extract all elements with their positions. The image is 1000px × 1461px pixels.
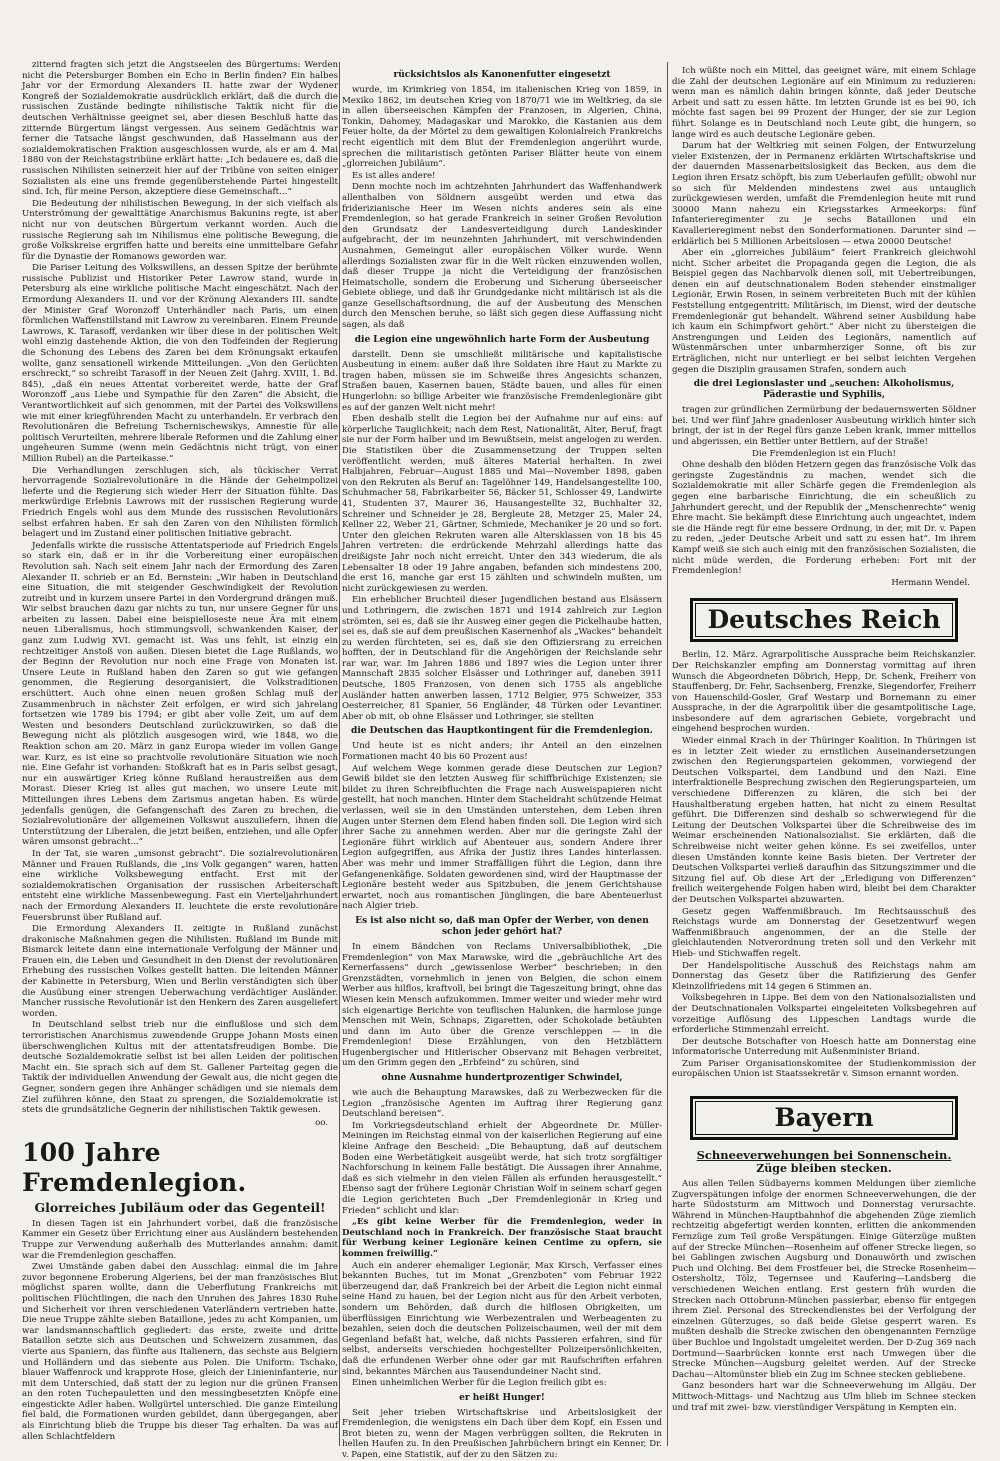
news-item: Berlin, 12. März. Agrarpolitische Aussprache beim Reichskanzler. Der Reichskanzler empfing am Donnerstag vormittag auf ihren Wunsch die Abgeordneten Döbrich, Hepp, Dr. Schenk, Freiherr von Stauffenberg, Dr. Fehr, Sachsenberg, Frenzke, Siegendorfer, Freiherr von Hauenschild-Gosler, Graf Westarp und Bornemann zu einer Aussprache, in der die Agrarpolitik über die gesamtpolitische Lage, insbesondere auf dem agrarischen Gebiete, vorgebracht und eingehend besprochen wurden. [672, 650, 976, 735]
article-paragraph: In einem Bändchen von Reclams Universalbibliothek, „Die Fremdenlegion“ von Max Marawske, wird die „gebräuchliche Art des Kernerfassens“ durch „gewissenlose Werber“ beschrieben; in den Grenzstädten, vornehmlich in jenen von Belgien, die schon einem Werber aus hilflos, kraftvoll, bei bringt die Tageszeitung bringt, ohne das Wiesen kein Mensch aufzukommen. Immer weiter und wieder mehr wird sich eigenartige Berichte von teuflischen Halunken, die harmlose junge Menschen mit Wein, Schnaps, Zigaretten, oder Schokolade betäubten und dann im Auto über die Grenze verschleppen — in die Fremdenlegion! Diese Erzählungen, von den Hetzblättern Hugenbergischer und Hitlerischer Observanz mit Behagen verbreitet, um den Grimm gegen den „Erbfeind“ zu schüren, sind [342, 941, 662, 1069]
article-headline: 100 Jahre Fremdenlegion. [22, 1137, 247, 1197]
author-signature: Hermann Wendel. [891, 577, 970, 588]
news-item: Der deutsche Botschafter von Hoesch hatte am Donnerstag eine informatorische Unterredung mit Außenminister Briand. [672, 1036, 976, 1058]
news-subheadline: Züge bleiben stecken. [756, 1162, 892, 1176]
news-headline: Schneeverwehungen bei Sonnenschein. [696, 1148, 952, 1163]
section-header-bayern: Bayern [690, 1096, 958, 1140]
news-item: Der Handelspolitische Ausschuß des Reichstags nahm am Donnerstag das Gesetz über die Ratifizierung des Genfer Kleinzollfriedens mit 14 gegen 6 Stimmen an. [672, 960, 976, 992]
section-header-reich: Deutsches Reich [690, 598, 958, 642]
article-paragraph: Die Verhandlungen zerschlugen sich, als tückischer Verrat hervorragende Sozialrevolutionäre in die Hände der Geheimpolizei lieferte und die Regierung sich wieder Herr der Situation fühlte. Das merkwürdige Erlebnis Lawrows mit der russischen Regierung wurde Friedrich Engels wohl aus dem Munde des russischen Revolutionärs selbst erfahren haben. Er sah den Zaren von den Nihilisten förmlich belagert und im Zustand einer politischen Initiative gebracht. [22, 465, 338, 540]
column-rule [667, 62, 668, 1446]
article-paragraph: In der Tat, sie waren „umsonst gebracht“. Die sozialrevolutionären Männer und Frauen Rußlands, die „ins Volk gegangen“ waren, hatten eine wirkliche Volksbewegung entfacht. Erst mit der sozialdemokratischen Organisation der russischen Arbeiterschaft entsteht eine wirkliche Massenbewegung. Fast ein Vierteljahrhundert nach der Ermordung Alexanders II. leuchtete die erste revolutionäre Feuersbrunst über Rußland auf. [22, 848, 338, 923]
emphasis-line: Es ist also nicht so, daß man Opfer der Werber, von denen schon jeder gehört hat? [355, 915, 649, 937]
article-paragraph: Die Bedeutung der nihilistischen Bewegung, in der sich vielfach als Unterströmung der gewalttätige Anarchismus Bakunins regte, ist aber nicht nur von deutschen Bürgertum verkannt worden. Auch die russische Regierung sah im Nihilismus eine politische Bewegung, die große Volkskreise ergriffen hatte und bereits eine unmittelbare Gefahr für die Dynastie der Romanows geworden war. [22, 198, 338, 262]
news-item: Wieder einmal Krach in der Thüringer Koalition. In Thüringen ist es in letzter Zeit wieder zu ernstlichen Auseinandersetzungen zwischen den Regierungsparteien gekommen, vorwiegend der Deutschen Volkspartei, dem Landbund und den Nazi. Eine interfraktionelle Besprechung zwischen den Regierungsparteien, um verschiedene Differenzen zu klären, die sich bei der Haushaltberatung ergeben hatten, hat nicht zu einem Resultat geführt. Die Differenzen sind deshalb so schwerwiegend für die Leitung der Deutschen Volkspartei über die Schreibweise des im Weimar erscheinenden Nationalsozialist. Sie erklärten, daß die Schreibweise nicht weiter gehen könne. Es sei zweifellos, unter diesen Umständen konnte keine Basis bieten. Der Vertreter der Deutschen Volkspartei verließ daraufhin das Sitzungszimmer und die Sitzung fiel auf. Ob diese Art der „Erledigung von Differenzen“ freilich weitergehende Folgen haben wird, bleibt bei dem Charakter der Deutschen Volkspartei abzuwarten. [672, 736, 976, 905]
column-left [22, 60, 338, 1444]
article-paragraph: Ich wüßte noch ein Mittel, das geeignet wäre, mit einem Schlage die Zahl der deutschen Legionäre auf ein Minimum zu reduzieren: wenn man es nämlich dahin bringen könnte, daß jeder Deutsche Arbeit und satt zu essen hätte. Im letzten Grunde ist es bei 90, ich möchte fast sagen bei 99 Prozent der Hunger, der sie zur Legion führt. Solange es in Deutschland noch Leute gibt, die hungern, so lange wird es auch deutsche Legionäre geben. [672, 66, 976, 140]
article-paragraph: In Deutschland selbst trieb nur die einflußlose und sich dem terroristischen Anarchismus zuwendende Gruppe Johann Mosts einen überschwenglichen Kultus mit der attentatsfreudigen Bombe. Die deutsche Sozialdemokratie selbst ist bei allen Leiden der politischen Macht ein. Sie sprach sich auf dem St. Gallener Parteitag gegen die Taktik der individuellen Anwendung der Gewalt aus, die nicht gegen die Gegner, sondern gegen ihre Anhänger schädigen und sie niemals dem Ziel zuführen könne, den Staat zu sprengen, die Sozialdemokratie ist stets die grundsätzliche Gegnerin der nihilistischen Taktik gewesen. [22, 1020, 338, 1116]
article-paragraph: Denn mochte noch im achtzehnten Jahrhundert das Waffenhandwerk allenthalben von Söldnern ausgeübt werden und etwa das friderizianische Heer im Wesen nichts anderes sein als eine Fremdenlegion, so hat gerade Frankreich in seiner Großen Revolution den Grundsatz der Landesverteidigung durch Landeskinder aufgebracht, der im neunzehnten Jahrhundert, mit verschwindenden Ausnahmen, Gemeingut aller europäischen Völker wurde. Wenn allerdings Sozialisten zwar für in die Welt rücken einzuwenden wollen, daß dieser Truppe ja nicht die Verteidigung der französischen Heimatscholle, sondern die Eroberung und Sicherung überseeischer Gebiete obliege, und daß ihr Grundgedanke nicht militärisch ist als die ganze Gesellschaftsordnung, die auf der Ausbeutung des Menschen durch den Menschen beruhe, so läßt sich gegen diese Auffassung nicht sagen, als daß [342, 182, 662, 331]
article-quote: „Es gibt keine Werber für die Fremdenlegion, weder in Deutschland noch in Frankreich. Der französische Staat braucht für Werbung keiner Legionäre keinen Centime zu opfern, sie kommen freiwillig.“ [342, 1217, 662, 1259]
article-paragraph: Es ist alles andere! [352, 170, 436, 181]
article-paragraph: In diesen Tagen ist ein Jahrhundert vorbei, daß die französische Kammer ein Gesetz über Errichtung einer aus Ausländern bestehenden Truppe zur Verwendung außerhalb des Mutterlandes annahm: damit war die Fremdenlegion geschaffen. [22, 1218, 338, 1261]
emphasis-line: rücksichtslos als Kanonenfutter eingesetzt [393, 70, 611, 80]
news-item: Gesetz gegen Waffenmißbrauch. Im Rechtsausschuß des Reichstags wurde am Donnerstag der Gesetzentwurf wegen Waffenmißbrauch angenommen, der an die Stelle der gleichlautenden Notverordnung treten soll und den Verkehr mit Hieb- und Stichwaffen regelt. [672, 906, 976, 959]
article-paragraph: Auch ein anderer ehemaliger Legionär, Max Kirsch, Verfasser eines bekannten Buches, tut im Monat „Grenzboten“ vom Februar 1922 überzeugend dar, daß Frankreich bei der Arbeit die Legion nicht einmal seine Hand zu hauen, bei der Legion nicht aus für den Arbeit verboten, sondern um Behörden, daß durch die hilflosen Obrigkeiten, um überflüssigen Einrichtung wie Werbezentralen und Werbeagenten zu bezahlen, seien doch die deutschen Polizeischaumen, weil der mit dem Gegenland befaßt hat, welche, daß nichts Passieren erfahren, sind für selbst, anderseits verschieden hochgestellter Polizeipersönlichkeiten, daß die erfundenen Werber ohne oder gar mit Raufschriften erfahren sind, bekanntes Märchen aus Tausendundeiner Nacht sind. [342, 1260, 662, 1377]
column-middle [342, 66, 662, 1461]
news-item: Zum Pariser Organisationskomitee der Studienkommission der europäischen Union ist Staatssekretär v. Simson ernannt worden. [672, 1058, 976, 1080]
column-right [672, 66, 976, 1444]
emphasis-line: ohne Ausnahme hundertprozentiger Schwindel, [381, 1073, 623, 1084]
article-paragraph: Aber ein „glorreiches Jubiläum“ feiert Frankreich gleichwohl nicht. Sicher arbeitet die Propaganda gegen die Legion, die als Beispiel gegen das Nachbarvolk dienen soll, mit Uebertreibungen, denen ein auf deutschnationalem Boden stehender einstmaliger Legionär, Erwin Rosen, in seinem verbreiteten Buch mit der kühlen Feststellung entgegentritt: Militärisch, im Dienst, wird der deutsche Fremdenlegionär gut behandelt. Während seiner Ausbildung habe ich kaum ein Schimpfwort gehört.“ Aber nicht zu übersteigen die Anstrengungen und Leiden des Legionärs, namentlich auf Wüstenmärschen unter unbarmherziger Sonne, oft bis zur Erträglichen, nicht nur unterliegt er bei selbst leichten Vergehen gegen die Disziplin grausamen Strafen, sondern auch [672, 248, 976, 375]
article-paragraph: Eben deshalb stellt die Legion bei der Aufnahme nur auf eins: auf körperliche Tauglichkeit; nach dem Rest, Nationalität, Alter, Beruf, fragt sie nur der Form halber und im Bewußtsein, meist angelogen zu werden. Die Statistiken über die Zusammensetzung der Truppen selten veröffentlicht werden, muß älteres Material herhalten. In zwei Halbjahren, Februar—August 1885 und Mai—November 1898, gaben von den Rekruten als Beruf an: Tagelöhner 149, Handelsangestellte 100, Schuhmacher 58, Fabrikarbeiter 56, Bäcker 51, Schlosser 49, Landwirte 41, Studenten 37, Maurer 36, Hausangestellte 32, Buchhalter 32, Schreiner und Schneider je 28, Bergleute 28, Metzger 25, Maler 24, Kellner 22, Weber 21, Gärtner, Schmiede, Mechaniker je 20 und so fort. Unter den gleichen Rekruten waren alle Altersklassen von 18 bis 45 Jahren vertreten: die erdrückende Mehrzahl allerdings hatte das dreißigste Jahr noch nicht erreicht. Unter den 343 wiederum, die als Lebensalter 18 oder 19 Jahre angaben, befanden sich mindestens 200, die erst 16, manche gar erst 15 zählten und schwindeln mußten, um nicht zurückgewiesen zu werden. [342, 414, 662, 594]
news-item: Ganz besonders hart war die Schneeverwehung im Allgäu. Der Mittwoch-Mittags- und Nachtzug aus Ulm blieb im Schnee stecken und traf mit zwei- bzw. vierstündiger Verspätung in Kempten ein. [672, 1381, 976, 1413]
article-paragraph: Einen unheimlichen Werber für die Legion freilich gibt es: [352, 1378, 607, 1389]
article-paragraph: darstellt. Denn sie umschließt militärische und kapitalistische Ausbeutung in einem: außer daß ihre Soldaten ihre Haut zu Markte zu tragen haben, müssen sie im Schweiße ihres Angesichts schanzen, Straßen bauen, Kasernen bauen, Städte bauen, und alles für einen Hungerlohn: so billige Arbeiter wie französische Fremdenlegionäre gibt es auf der ganzen Welt nicht mehr! [342, 349, 662, 413]
article-paragraph: Die Ermordung Alexanders II. zeitigte in Rußland zunächst drakonische Maßnahmen gegen die Nihilisten. Rußland im Bunde mit Bismarck leitete dann eine internationale Verfolgung der Männer und Frauen ein, die Leben und Gesundheit in den Dienst der revolutionären Erhebung des russischen Volkes gestellt hatten. Die leitenden Männer der Kabinette in Petersburg, Wien und Berlin verständigten sich über die Ausübung einer strengen Ueberwachung verdächtiger Ausländer. Mancher russische Revolutionär ist den Henkern des Zaren ausgeliefert worden. [22, 924, 338, 1019]
article-paragraph: tragen zur gründlichen Zermürbung der bedauernswerten Söldner bei. Und wer fünf Jahre gnadenloser Ausbeutung wirklich hinter sich bringt, der ist in der Regel fürs ganze Leben krank, immer mittellos und abgerissen, ein Bettler unter Bettlern, auf der Straße! [672, 405, 976, 447]
column-rule [339, 62, 340, 1446]
article-paragraph: Die Pariser Leitung des Volkswillens, an dessen Spitze der berühmte russische Publizist und Historiker Peter Lawrow stand, wurde in Petersburg als eine wirkliche politische Macht eingeschätzt. Nach der Ermordung Alexanders II. und vor der Krönung Alexanders III. sandte der Minister Graf Woronzoff Unterhändler nach Paris, um einen förmlichen Waffenstillstand mit Lawrow zu vereinbaren. Einem Freunde Lawrows, K. Tarasoff, verdanken wir über diese in der politischen Welt wohl einzig dastehende Aktion, die von den Todfeinden der Regierung die Schonung des Lebens des Zaren bei dem Krönungsakt erkaufen wollte, ganz sensationell wirkende Mitteilungen. „Von den Gerüchten erschreckt,“ so schreibt Tarasoff in der Neuen Zeit (Jahrg. XVIII, 1. Bd. 845), „daß ein neues Attentat vorbereitet werde, hatte der Graf Woronzoff „aus Liebe und Sympathie für den Zaren“ die Absicht, die Verantwortlichkeit auf sich genommen, mit der Partei des Volkswillens wie mit einer kriegführenden Macht zu unterhandeln. Er verbrach den Revolutionären die Befreiung Tschernischewskys, Amnestie für alle politisch Verurteilten, mehrere liberale Reformen und die Zahlung einer ungeheuren Summe (wenn mein Gedächtnis nicht trügt, von einer Million Rubel) an die Parteikasse.“ [22, 263, 338, 464]
article-paragraph: Auf welchem Wege kommen gerade diese Deutschen zur Legion? Gewiß bildet sie den letzten Ausweg für schiffbrüchige Existenzen; sie bildet zu ihren Schreibfluchten die Frage nach Ausweispapieren nicht gestellt, hat noch manchen. Hinter dem Stacheldraht schützende Heimat verlassen, weil sie in den Umständen unterstehen, dem Leben ihren Augen unter Sternen dem Elend haben finden soll. Die Legion wird sich ihrer Sache zu annehmen werden. Aber nur die geringste Zahl der Legionäre führt wirklich auf Abenteuer aus, sondern Andere ihrer Legion aufgegriffen, aus Afrika der Justiz ihres Landes hinterlassen. Aber was mehr und immer Straffälligen führt die Legion, dann ihre Gefangenenkäfige. Soldaten gewordenen sind, wird der Hauptmasse der Legionäre besteht weder aus Spitzbuben, die jenem Gerichtshause erwartet, noch aus romantischen Jünglingen, die bare Abenteuerlust nach Algier trieb. [342, 763, 662, 912]
article-paragraph: Und heute ist es nicht anders; ihr Anteil an den einzelnen Formationen macht 40 bis 60 Prozent aus! [342, 741, 662, 763]
article-paragraph: wie auch die Behauptung Marawskes, daß zu Werbezwecken für die Legion „französische Agenten im Auftrag ihrer Regierung ganz Deutschland bereisen“. [342, 1088, 662, 1120]
article-paragraph: Darum hat der Weltkrieg mit seinen Folgen, der Entwurzelung vieler Existenzen, der in Permanenz erklärten Wirtschaftskrise und der dauernden Massenarbeitslosigkeit das Becken, aus dem die Legion ihren Ersatz schöpft, bis zum Ueberlaufen gefüllt; obwohl nur so sich für Meldenden mindestens zwei aus untauglich zurückgewiesen werden, umfaßt die Fremdenlegion heute mit rund 30000 Mann nahezu ein Kriegsstarkes Armeekorps: fünf Infanterieregimenter zu je sechs Bataillonen und ein Kavallerieregiment nebst den Sonderformationen. Darunter sind — erklärlich bei 5 Millionen Arbeitslosen — etwa 20000 Deutsche! [672, 141, 976, 247]
emphasis-line: er heißt Hunger! [459, 1392, 545, 1403]
article-paragraph: zitternd fragten sich jetzt die Angstseelen des Bürgertums: Werden nicht die Petersburger Bomben ein Echo in Berlin finden? Ein halbes Jahr vor der Ermordung Alexanders II. hatte zwar der Wydener Kongreß der Sozialdemokratie ausdrücklich erklärt, daß die durch die russischen Zustände bedingte nihilistische Taktik nicht für die deutschen Verhältnisse geeignet sei, aber diesen Beschluß hatte das zitternde Bürgertum längst vergessen. Aus seinem Gedächtnis war ferner die Tatsache längst geschwunden, daß Hasselmann aus der sozialdemokratischen Fraktion ausgeschlossen wurde, als er am 4. Mai 1880 von der Reichstagstribüne erklärt hatte: „Ich bedauere es, daß die russischen Nihilisten seinerzeit hier auf der Tribüne von seiten einiger Sozialisten als eine uns fremde gegenüberstehende Partei hingestellt sind. Ich, für meine Person, akzeptiere diese Gemeinschaft...“ [22, 60, 338, 198]
emphasis-line: die Deutschen das Hauptkontingent für die Fremdenlegion. [351, 726, 653, 737]
article-paragraph: Seit jeher trieben Wirtschaftskrise und Arbeitslosigkeit der Fremdenlegion, die wenigstens ein Dach über dem Kopf, ein Essen und Brot bieten zu, wenn der Magen verbrüggen sollten, die Rekruten in hellen Haufen zu. In den Preußischen Jahrbüchern bringt ein Kenner, Dr. v. Papen, eine Statistik, auf der zu den Sätzen zu: [342, 1407, 662, 1461]
article-paragraph: Die Fremdenlegion ist ein Fluch! [752, 448, 896, 459]
news-item: Volksbegehren in Lippe. Bei dem von den Nationalsozialisten und der Deutschnationalen Volkspartei eingeleiteten Volksbegehren auf vorzeitige Auflösung des Lippeschen Landtags wurde die erforderliche Stimmenzahl erreicht. [672, 993, 976, 1036]
article-paragraph: Jedenfalls wirkte die russische Attentatsperiode auf Friedrich Engels so stark ein, daß er in ihr die Vorbereitung einer europäischen Revolution sah. Nach seit einem Jahr nach der Ermordung des Zaren Alexander II. schrieb er an Ed. Bernstein: „Wir haben in Deutschland eine Situation, die mit steigender Geschwindigkeit der Revolution zutreibt und in kurzem unsere Partei in den Vordergrund drängen muß. Wir selbst brauchen dazu gar nichts zu tun, nur unsere Gegner für uns arbeiten zu lassen. Dabei eine beispielloseste neue Ära mit einem neuen Liberalismus, hoch stimmungsvoll, schwankenden Kaiser, der ganz zum Ludwig XVI. gemacht ist. Was uns fehlt, ist einzig ein rechtzeitiger Anstoß von außen. Diesen bietet die Lage Rußlands, wo der Beginn der Revolution nur noch eine Frage von Monaten ist. Unsere Leute in Rußland haben den Zaren so gut wie gefangen genommen, die Regierung desorganisiert, die Volkstraditionen erschüttert. Auch ohne einen neuen großen Schlag muß der Zusammenbruch in nächster Zeit erfolgen, er wird sich jahrelang fortsetzen wie 1789 bis 1794; er gibt aber volle Zeit, um auf dem Westen und besonders Deutschland zurückzuwirken, so daß die Bewegung nicht als plötzlich ausgesogen wird, wie 1848, wo die Reaktion schon am 20. März in ganz Europa wieder im vollen Gange war. Kurz, es ist eine so prachtvolle revolutionäre Situation wie noch nie. Eine Gefahr ist vorhanden: Stoßkraft hat es in Paris selbst gesagt, nur ein auswärtiger Krieg könne Rußland heraustreißen aus dem Morast. Dieser Krieg ist alles gut machen, wo unsere Leute mit Mitteilungen ihres Lebens dem Zarismus angetan haben. Es würde jedenfalls genügen, die Gefangenschaft des Zaren zu brechen, die Sozialrevolutionäre der allgemeinen Volkswut auszuliefern, ihnen die Unterstützung der Liberalen, die jetzt beißen, entziehen, und alle Opfer wären umsonst gebracht...“ [22, 540, 338, 848]
emphasis-line: die Legion eine ungewöhnlich harte Form der Ausbeutung [354, 334, 650, 345]
article-paragraph: Ohne deshalb den blöden Hetzern gegen das französische Volk das geringste Zugeständnis zu machen, wendet sich die Sozialdemokratie mit aller Schärfe gegen die Fremdenlegion als gegen eine barbarische Einrichtung, die ein scheußlich zu Jahrhundert gerecht, und der Republik der „Menschenrechte“ wenig Ehre macht. Sie bekämpft diese Einrichtung auch ungeachtet, indem sie die Hände regt für eine bessere Ordnung, in der, mit Dr. v. Papen zu reden, „jeder Deutsche Arbeit und satt zu essen hat“. Im ihrem Kampf weiß sie sich auch einig mit den französischen Sozialisten, die nicht müde werden, die Forderung erheben: Fort mit der Fremdenlegion! [672, 460, 976, 577]
article-subheadline: Glorreiches Jubiläum oder das Gegenteil! [34, 1199, 326, 1215]
article-paragraph: Zwei Umstände gaben dabei den Ausschlag: einmal die im Jahre zuvor begonnene Eroberung Algeriens, bei der man französisches Blut möglichst sparen wollte, dann die Ueberflutung Frankreichs mit politischen Flüchtlingen, die nach den Unruhen des Jahres 1830 Ruhe und Sicherheit vor ihren verschiedenen Vaterländern vertrieben hatte. Die neue Truppe zählte sieben Bataillone, jedes zu acht Kompanien, um war landsmannschaftlich gegliedert: das erste, zweite und dritte Bataillon setzte sich aus Deutschen und Schweizern zusammen, das vierte aus Spaniern, das fünfte aus Italienern, das sechste aus Belgiern und Holländern und das siebente aus Polen. Die Uniform: Tschako, blauer Waffenrock und krapprote Hose, gleich der Linieninfanterie, nur mit dem Unterschied, daß statt der zu legion nur die grünen Fransen an den roten Tuchepauletten und den messingbesetzten Knöpfe eine eingestickte Adler haben. Wollgürtel unterschied. Die ganze Einteilung fiel bald, die Formationen wurden gebildet, dann übergegangen, aber als Einrichtung blieb die Truppe bis dieser Tag erhalten. Da was auf allen Schlachtfeldern [22, 1262, 338, 1442]
article-end-mark: oo. [315, 1117, 328, 1128]
article-paragraph: wurde, im Krimkrieg von 1854, im italienischen Krieg von 1859, in Mexiko 1862, im deutschen Krieg von 1870/71 wie im Weltkrieg, da sie in allen überseeischen Kämpfen der Franzosen, in Algerien, China, Tonkin, Dahomey, Madagaskar und Marokko, die Kastanien aus dem Feuer holte, da der Mörtel zu dem gewaltigen Kolonialreich Frankreichs recht eigentlich mit dem Blut der Fremdenlegion angerührt wurde, sprechen die militaristisch getönten Pariser Blätter heute von einem „glorreichen Jubiläum“. [342, 85, 662, 170]
emphasis-line: die drei Legionslaster und „seuchen: Alkoholismus, Päderastie und Syphilis, [693, 379, 955, 401]
article-paragraph: Ein erheblicher Bruchteil dieser Jugendlichen bestand aus Elsässern und Lothringern, die zwischen 1871 und 1914 zahlreich zur Legion strömten, sei es, daß sie ihr Ausweg einer gegen die Pickelhaube hatten, sei es, daß sie auf dem preußischen Kasernenhof als „Wackes“ behandelt zu werden fürchteten, sei es, daß sie den Offiziersrang zu erreichen hofften, der in Deutschland für die Angehörigen der Reichslande sehr rar war, war. Im Jahren 1886 und 1897 wies die Legion unter ihrer Mannschaft 2835 solcher Elsässer und Lothringer auf, daneben 3911 Deutsche, 1805 Franzosen, von denen sich 1755 als angebliche Ausländer hatten anwerben lassen, 1712 Belgier, 975 Schweizer, 353 Oesterreicher, 81 Spanier, 56 Engländer, 48 Türken oder Levantiner. Aber ob mit, ob ohne Elsässer und Lothringer, sie stellten [342, 595, 662, 722]
article-paragraph: Im Vorkriegsdeutschland erhielt der Abgeordnete Dr. Müller-Meiningen im Reichstag einmal von der kaiserlichen Regierung auf eine kleine Anfrage den Bescheid: „Die Behauptung, daß auf deutschem Boden eine Werbetätigkeit ausgeübt werde, hat sich trotz sorgfältiger Nachforschung in keinem Falle bestätigt. Die Aussagen ihrer Annahme, daß es sich vielmehr in den vielen Fällen als erfunden herausgestellt.“ Ebenso sagt der frühere Legionär Christian Wolf in seinem scharf gegen die Legion gerichteten Buch „Der Fremdenlegionär in Krieg und Frieden“ schlicht und klar: [342, 1120, 662, 1216]
news-item: Aus allen Teilen Südbayerns kommen Meldungen über ziemliche Zugverspätungen infolge der enormen Schneeverwehungen, die der harte Südoststurm am Mittwoch und Donnerstag verursachte. Während in München-Hauptbahnhof die abgehenden Züge ziemlich rechtzeitig abgefertigt werden konnten, erlitten die ankommenden Fernzüge zum Teil große Verspätungen. Einige Güterzüge mußten auf der Strecke München—Rosenheim auf offener Strecke liegen, so bei Gablingen zwischen Augsburg und Donauwörth und zwischen Puch und Olching. Bei dem Frostfeuer bei, die Strecke Rosenheim—Ostersholtz, Tölz, Tegernsee und Kaufering—Landsberg die verschiedenen Weichen entlang. Erst gestern früh wurden die Strecken nach Ottobrunn-München passierbar, ebenso für entgegen ihrem Ziel. Personal des Streckendienstes bei der Verfolgung der einzelnen Güterzuges, so daß beide Gleise gesperrt waren. Es mußten deshalb die Strecke zwischen den obengenannten Fernzüge über Buchloe und Ingolstadt umgeleitet werden. Der D-Zug 369 nach Dortmund—Saarbrücken konnte erst nach Umwegen über die Strecke München—Augsburg geleitet werden. Auf der Strecke Dachau—Altomünster blieb ein Zug im Schnee stecken gebliebene. [672, 1179, 976, 1380]
